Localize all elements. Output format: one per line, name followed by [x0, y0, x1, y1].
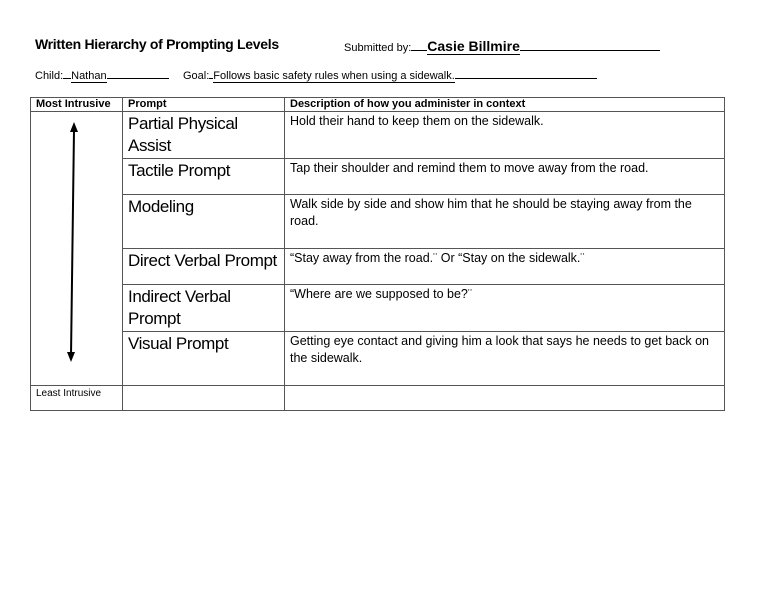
prompt-cell: Visual Prompt: [123, 332, 285, 386]
table-row: [31, 249, 725, 285]
child-label: Child:: [35, 70, 64, 82]
least-intrusive-label: Least Intrusive: [31, 386, 123, 411]
page-title: Written Hierarchy of Prompting Levels: [35, 36, 279, 52]
table-row: [31, 195, 725, 249]
table-row: [31, 159, 725, 195]
description-cell: Walk side by side and show him that he should be staying away from the road.: [285, 195, 725, 249]
prompt-cell: Direct Verbal Prompt: [123, 249, 285, 285]
goal-label: Goal:: [183, 70, 210, 82]
header-description: Description of how you administer in context: [285, 98, 725, 112]
double-arrow-icon: [31, 112, 123, 380]
empty-cell: [285, 386, 725, 411]
submitted-label: Submitted by:: [344, 42, 412, 54]
prompting-table: [30, 97, 725, 411]
child-field: [35, 70, 169, 83]
goal-text: Follows basic safety rules when using a sidewalk.: [213, 70, 455, 82]
description-cell: Getting eye contact and giving him a look that says he needs to get back on the sidewalk.: [285, 332, 725, 386]
empty-cell: [123, 386, 285, 411]
intrusiveness-arrow-cell: [31, 112, 123, 386]
description-cell: Hold their hand to keep them on the sidewalk.: [285, 112, 725, 159]
table-row: [31, 112, 725, 159]
table-row: [31, 285, 725, 332]
table-row: [31, 332, 725, 386]
description-cell: “Where are we supposed to be?¨: [285, 285, 725, 332]
description-cell: Tap their shoulder and remind them to move away from the road.: [285, 159, 725, 195]
prompt-cell: Modeling: [123, 195, 285, 249]
prompt-cell: Indirect Verbal Prompt: [123, 285, 285, 332]
prompt-cell: Tactile Prompt: [123, 159, 285, 195]
submitted-name: Casie Billmire: [427, 38, 520, 54]
header-most-intrusive: Most Intrusive: [31, 98, 123, 112]
goal-field: [183, 70, 597, 83]
prompt-cell: Partial Physical Assist: [123, 112, 285, 159]
description-cell: “Stay away from the road.¨ Or “Stay on the sidewalk.¨: [285, 249, 725, 285]
header-prompt: Prompt: [123, 98, 285, 112]
child-name: Nathan: [71, 70, 107, 82]
submitted-by: [344, 38, 660, 55]
table-row: [31, 386, 725, 411]
table-header-row: [31, 98, 725, 112]
